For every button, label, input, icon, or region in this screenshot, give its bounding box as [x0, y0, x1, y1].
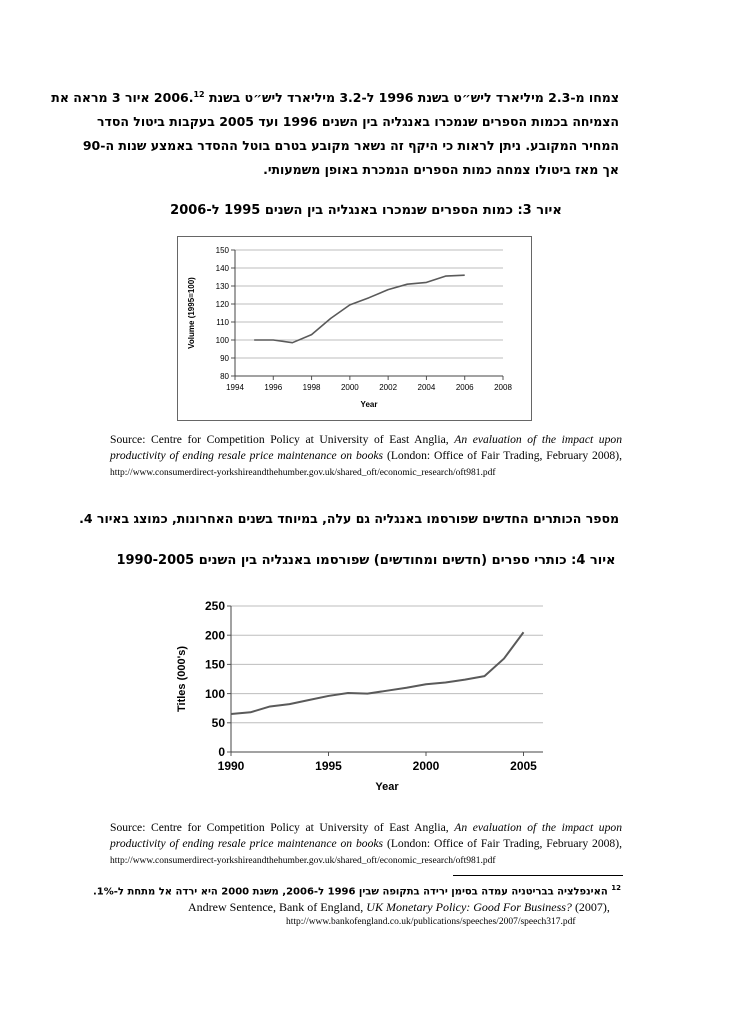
y-tick-label: 150	[215, 245, 229, 255]
figure-4-source-title: An evaluation of the impact upon productivity of ending resale price maintenance on books	[110, 821, 622, 850]
x-tick-label: 2004	[417, 383, 436, 392]
figure-3-source-url[interactable]: http://www.consumerdirect-yorkshireandthehumber.gov.uk/shared_oft/economic_research/oft981.pdf	[110, 468, 496, 478]
series-line	[254, 275, 465, 343]
y-tick-label: 90	[220, 353, 229, 363]
figure-3-source-title: An evaluation of the impact upon productivity of ending resale price maintenance on books	[110, 433, 622, 462]
figure-3-chart	[177, 236, 532, 421]
x-axis-label: Year	[360, 400, 378, 409]
x-axis-label: Year	[375, 781, 399, 793]
figure-3-chart-svg	[178, 237, 531, 420]
figure-4-source-prefix: Source: Centre for Competition Policy at University of East Anglia,	[110, 821, 449, 834]
x-tick-label: 1998	[302, 383, 321, 392]
footnote-year: (2007),	[574, 900, 610, 914]
figure-3-source-prefix: Source: Centre for Competition Policy at University of East Anglia,	[110, 433, 449, 446]
y-tick-label: 120	[215, 299, 229, 309]
y-axis-label: Volume (1995=100)	[187, 277, 196, 349]
paragraph-1-line-3: המחיר המקובע. ניתן לראות כי היקף זה נשאר מקובע בטרם בוטל ההסדר באמצע שנות ה-90	[82, 138, 619, 153]
x-tick-label: 2005	[510, 759, 537, 773]
figure-4-source-publisher: (London: Office of Fair Trading, February 2008),	[386, 837, 622, 850]
y-tick-label: 80	[220, 371, 229, 381]
paragraph-1-line-1	[51, 90, 619, 106]
footnote-hebrew	[93, 884, 621, 897]
footnote-author: Andrew Sentence, Bank of England,	[188, 900, 364, 914]
y-axis-label: Titles (000's)	[176, 646, 188, 712]
footnote-citation	[188, 900, 610, 915]
y-tick-label: 130	[215, 281, 229, 291]
y-tick-label: 150	[204, 657, 225, 672]
y-tick-label: 140	[215, 263, 229, 273]
paragraph-2-line-1: מספר הכותרים החדשים שפורסמו באנגליה גם עלה, במיוחד בשנים האחרונות, כמוצג באיור 4.	[79, 511, 619, 526]
paragraph-1-line-2: הצמיחה בכמות הספרים שנמכרו באנגליה בין השנים 1996 ועד 2005 בעקבות ביטול הסדר	[96, 114, 619, 129]
figure-4-source	[110, 820, 622, 869]
y-tick-label: 50	[211, 716, 225, 730]
figure-3-source-publisher: (London: Office of Fair Trading, February 2008),	[386, 449, 622, 462]
figure-4-chart	[163, 586, 551, 814]
figure-4-chart-svg	[163, 586, 551, 814]
x-tick-label: 2008	[494, 383, 512, 392]
paragraph-1-line-1-tail: איור 3 מראה את	[51, 90, 150, 106]
y-tick-label: 0	[218, 745, 225, 760]
y-tick-label: 200	[204, 628, 225, 643]
figure-3-source	[110, 432, 622, 481]
y-tick-label: 100	[215, 335, 229, 345]
footnote-separator	[453, 875, 623, 876]
paragraph-1-line-4: אך מאז ביטולו צמחה כמות הספרים הנמכרת באופן משמעותי.	[263, 162, 619, 177]
footnote-ref[interactable]: 12	[193, 90, 205, 99]
y-tick-label: 250	[204, 599, 225, 614]
figure-3-title: איור 3: כמות הספרים שנמכרו באנגליה בין השנים 1995 ל-2006	[170, 203, 562, 218]
footnote-url[interactable]: http://www.bankofengland.co.uk/publications/speeches/2007/speech317.pdf	[286, 917, 576, 927]
x-tick-label: 1995	[315, 759, 342, 773]
series-line	[231, 632, 524, 714]
x-tick-label: 2000	[412, 759, 440, 773]
x-tick-label: 2000	[340, 383, 359, 392]
x-tick-label: 1994	[226, 383, 244, 392]
y-tick-label: 110	[216, 317, 229, 327]
x-tick-label: 1990	[217, 759, 245, 773]
footnote-title: UK Monetary Policy: Good For Business?	[366, 900, 572, 914]
paragraph-1-line-1-text: צמחו מ-2.3 מיליארד ליש״ט בשנת 1996 ל-3.2 מיליארד ליש״ט בשנת 2006.	[153, 90, 619, 106]
x-tick-label: 2006	[455, 383, 474, 392]
footnote-number: 12	[611, 884, 621, 892]
footnote-hebrew-text: האינפלציה בבריטניה עמדה בסימן ירידה בתקופה שבין 1996 ל-2006, משנת 2000 היא ירדה אל מתחת ל-1%.	[92, 886, 608, 898]
y-tick-label: 100	[204, 686, 225, 701]
figure-4-source-url[interactable]: http://www.consumerdirect-yorkshireandthehumber.gov.uk/shared_oft/economic_research/oft981.pdf	[110, 856, 496, 866]
x-tick-label: 1996	[264, 383, 283, 392]
x-tick-label: 2002	[379, 383, 398, 392]
figure-4-title: איור 4: כותרי ספרים (חדשים ומחודשים) שפורסמו באנגליה בין השנים 1990-2005	[116, 553, 616, 568]
